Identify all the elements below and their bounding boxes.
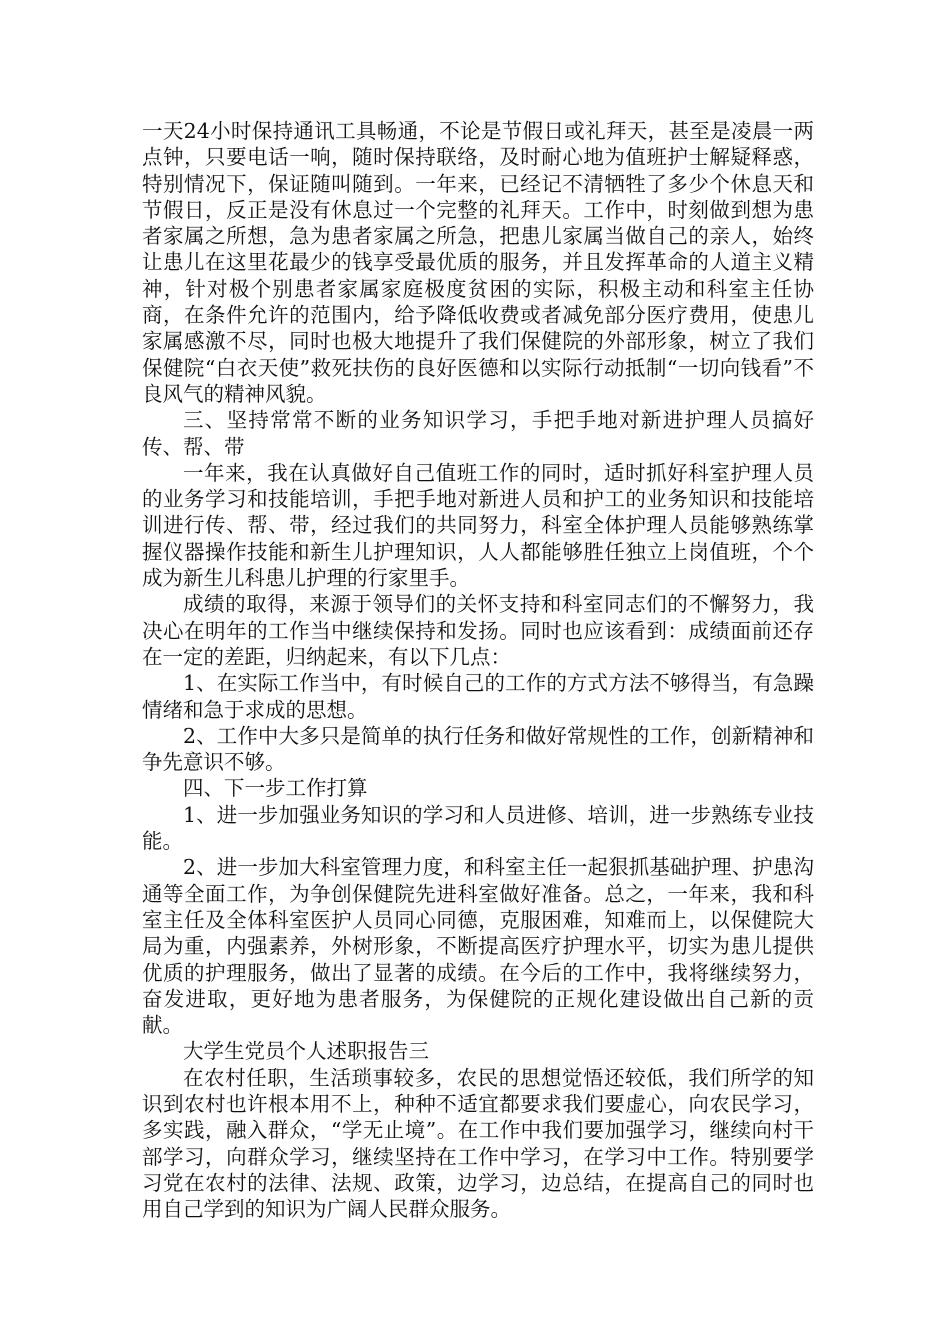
report-title-three: 大学生党员个人述职报告三: [183, 1039, 429, 1064]
list-item-shortcoming-2: 2、工作中大多只是简单的执行任务和做好常规性的工作，创新精神和争先意识不够。: [142, 723, 814, 775]
list-item-plan-1: 1、进一步加强业务知识的学习和人员进修、培训，进一步熟练专业技能。: [142, 802, 814, 854]
list-item-shortcoming-1: 1、在实际工作当中，有时候自己的工作的方式方法不够得当，有急躁情绪和急于求成的思想。: [142, 671, 814, 722]
paragraph-achievements: 成绩的取得，来源于领导们的关怀支持和科室同志们的不懈努力，我决心在明年的工作当中继续保持和发扬。同时也应该看到：成绩面前还存在一定的差距，归纳起来，有以下几点：: [142, 592, 814, 669]
document-body: [142, 118, 814, 1222]
section-heading-four: 四、下一步工作打算: [183, 776, 368, 801]
paragraph-service-dedication: 一天24小时保持通讯工具畅通，不论是节假日或礼拜天，甚至是凌晨一两点钟，只要电话一响，随时保持联络，及时耐心地为值班护士解疑释惑，特别情况下，保证随叫随到。一年来，已经记不清牺牲了多少个休息天和节假日，反正是没有休息过一个完整的礼拜天。工作中，时刻做到想为患者家属之所想，急为患者家属之所急，把患儿家属当做自己的亲人，始终让患儿在这里花最少的钱享受最优质的服务，并且发挥革命的人道主义精神，针对极个别患者家属家庭极度贫困的实际，积极主动和科室主任协商，在条件允许的范围内，给予降低收费或者减免部分医疗费用，使患儿家属感激不尽，同时也极大地提升了我们保健院的外部形象，树立了我们保健院“白衣天使”救死扶伤的良好医德和以实际行动抵制“一切向钱看”不良风气的精神风貌。: [142, 119, 814, 406]
paragraph-rural-work: 在农村任职，生活琐事较多，农民的思想觉悟还较低，我们所学的知识到农村也许根本用不上，种种不适宜都要求我们要虚心，向农民学习，多实践，融入群众，“学无止境”。在工作中我们要加强学习，继续向村干部学习，向群众学习，继续坚持在工作中学习，在学习中工作。特别要学习党在农村的法律、法规、政策，边学习，边总结，在提高自己的同时也用自己学到的知识为广阔人民群众服务。: [142, 1065, 814, 1222]
list-item-plan-2: 2、进一步加大科室管理力度，和科室主任一起狠抓基础护理、护患沟通等全面工作，为争创保健院先进科室做好准备。总之，一年来，我和科室主任及全体科室医护人员同心同德，克服困难，知难而上，以保健院大局为重，内强素养，外树形象，不断提高医疗护理水平，切实为患儿提供优质的护理服务，做出了显著的成绩。在今后的工作中，我将继续努力，奋发进取，更好地为患者服务，为保健院的正规化建设做出自己新的贡献。: [142, 855, 814, 1038]
paragraph-training: 一年来，我在认真做好自己值班工作的同时，适时抓好科室护理人员的业务学习和技能培训，手把手地对新进人员和护工的业务知识和技能培训进行传、帮、带，经过我们的共同努力，科室全体护理人员能够熟练掌握仪器操作技能和新生儿护理知识，人人都能够胜任独立上岗值班，个个成为新生儿科患儿护理的行家里手。: [142, 460, 814, 591]
section-heading-three: 三、坚持常常不断的业务知识学习，手把手地对新进护理人员搞好传、帮、带: [142, 408, 814, 459]
